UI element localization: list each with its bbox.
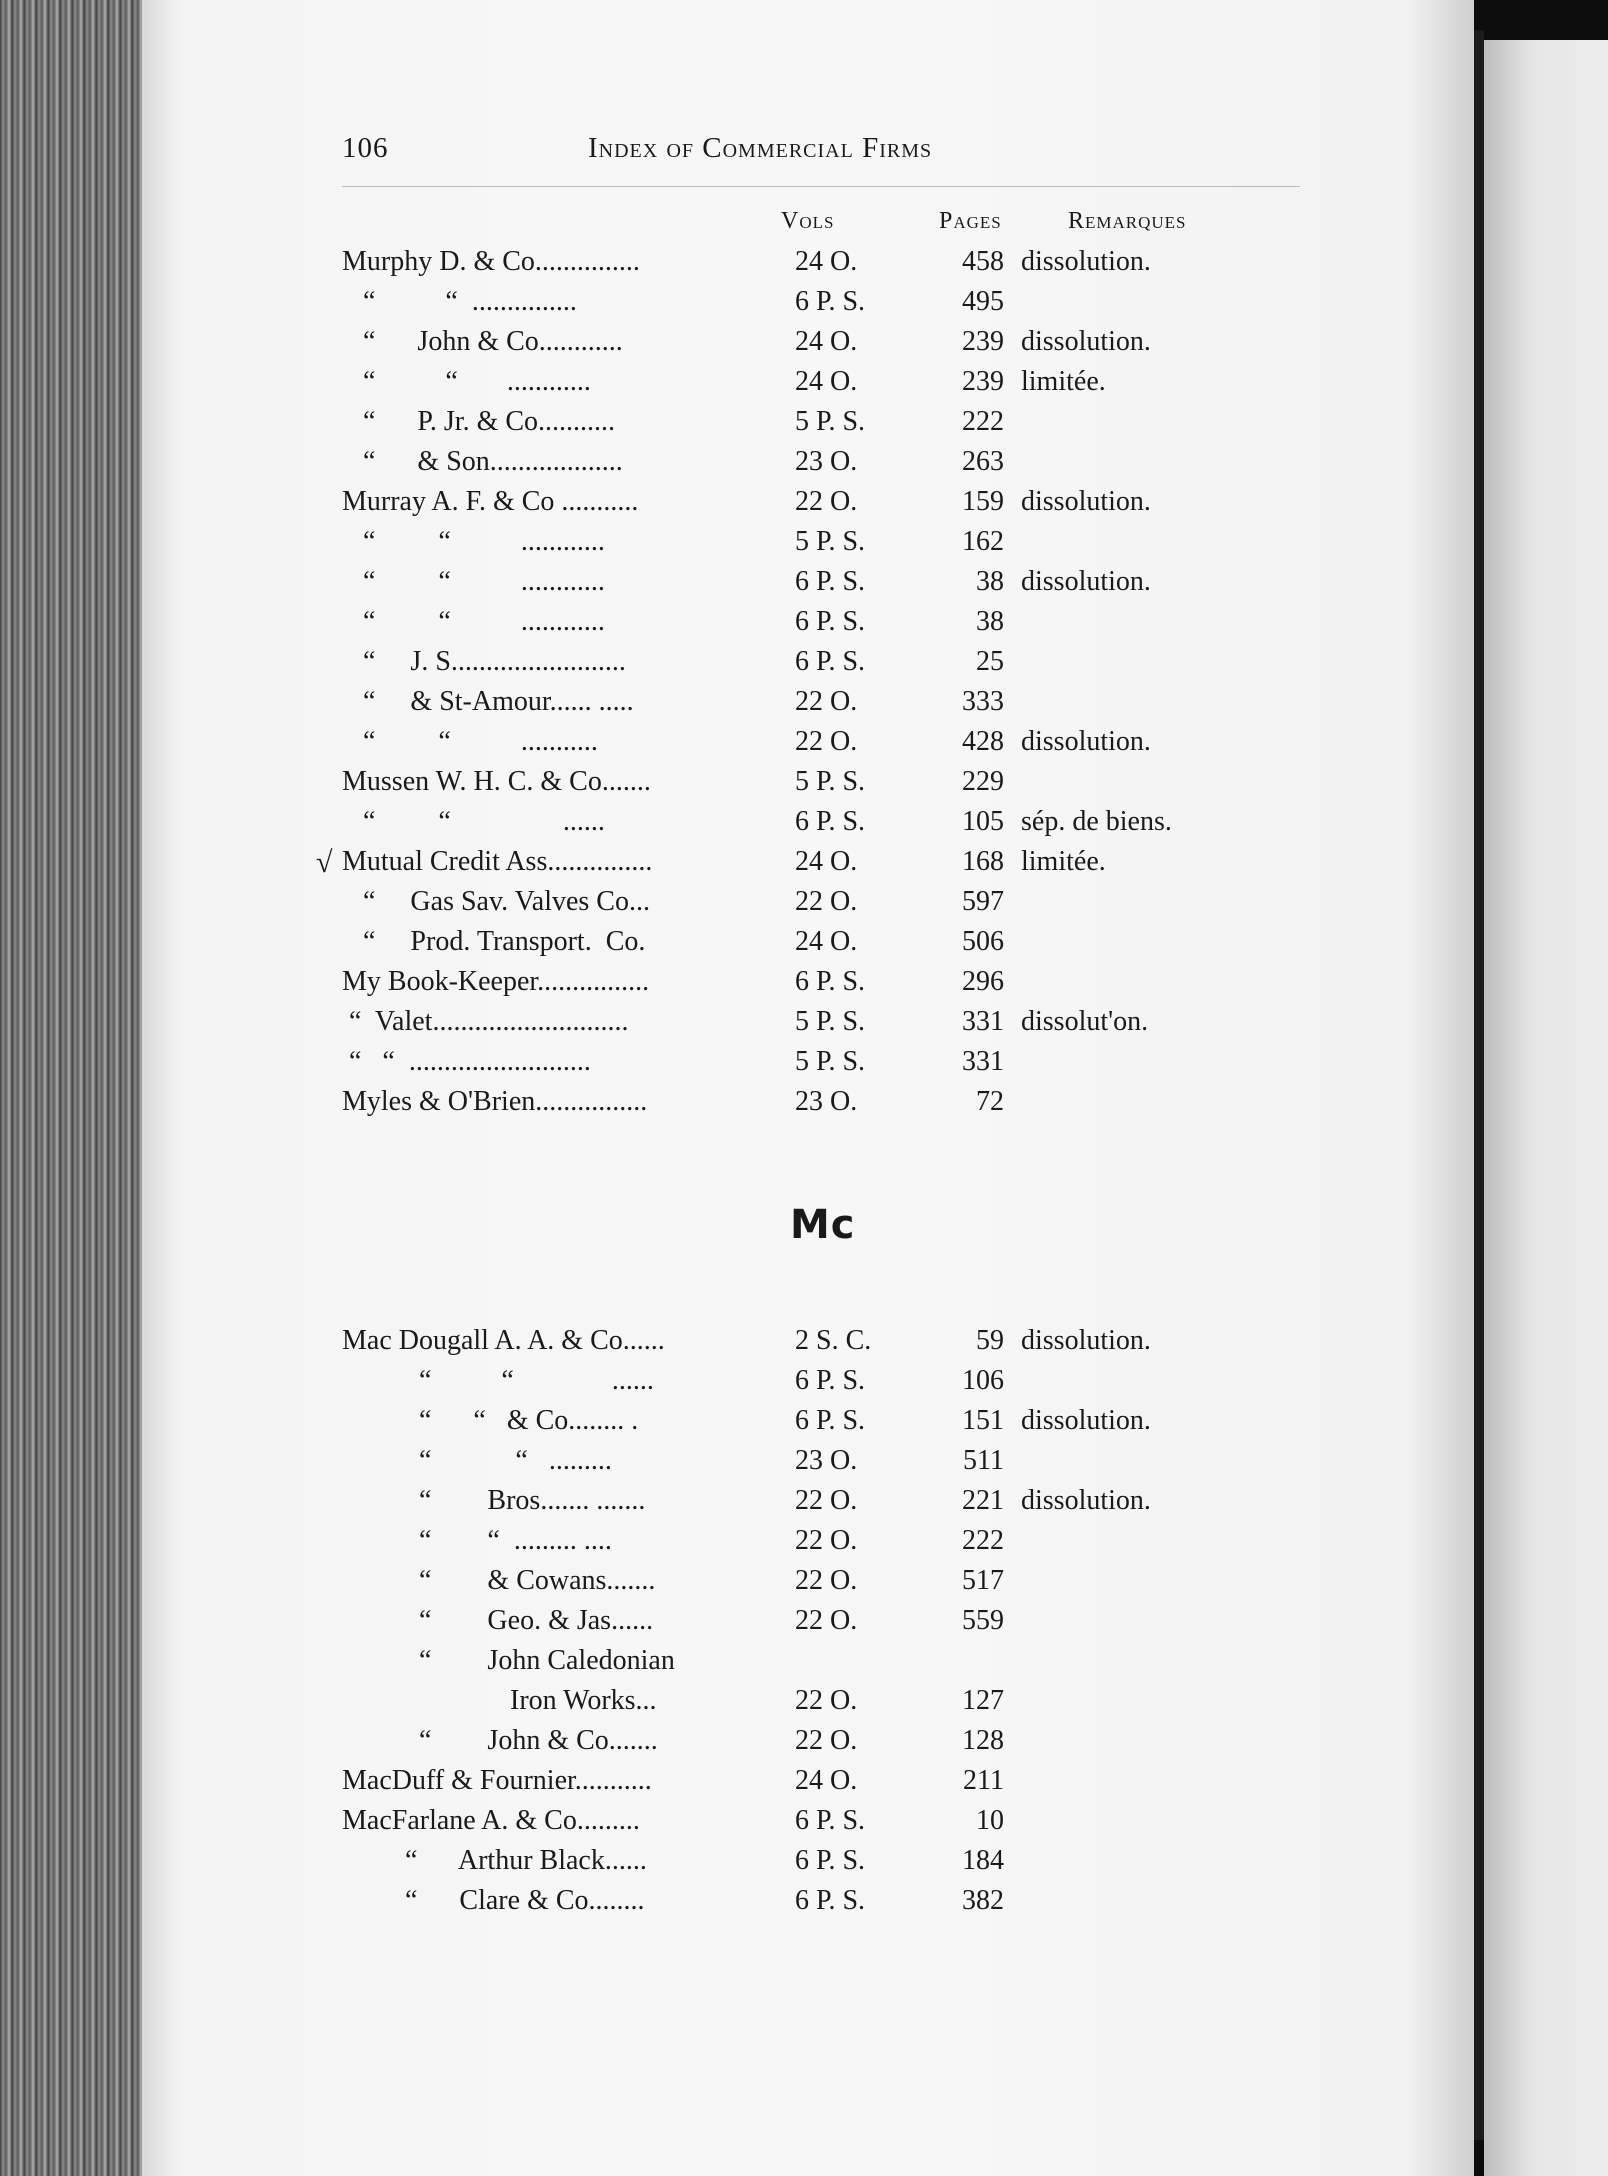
entry-remark: dissolution. <box>1021 566 1151 597</box>
entry-volume: 22 O. <box>795 1605 858 1636</box>
entry-page: 458 <box>962 246 1004 277</box>
entry-name: “ & St-Amour...... ..... <box>342 686 634 717</box>
page-title: Index of Commercial Firms <box>588 132 933 164</box>
entry-name: Iron Works... <box>342 1685 657 1716</box>
entry-volume: 6 P. S. <box>795 286 866 317</box>
index-entry <box>0 322 1608 362</box>
entry-page: 597 <box>962 886 1004 917</box>
entry-volume: 5 P. S. <box>795 526 866 557</box>
index-entry <box>0 1641 1608 1681</box>
entry-volume: 5 P. S. <box>795 766 866 797</box>
entry-volume: 23 O. <box>795 446 858 477</box>
entry-page: 331 <box>962 1046 1004 1077</box>
entry-name: “ John & Co............ <box>342 326 623 357</box>
index-entry <box>0 802 1608 842</box>
entry-volume: 5 P. S. <box>795 406 866 437</box>
entry-remark: dissolution. <box>1021 486 1151 517</box>
entry-remark: sép. de biens. <box>1021 806 1172 837</box>
entry-volume: 22 O. <box>795 886 858 917</box>
entry-page: 511 <box>963 1445 1004 1476</box>
entry-page: 222 <box>962 1525 1004 1556</box>
entry-page: 517 <box>962 1565 1004 1596</box>
entry-page: 428 <box>962 726 1004 757</box>
pages-header: Pages <box>939 208 1002 234</box>
entry-volume: 6 P. S. <box>795 606 866 637</box>
entry-page: 211 <box>963 1765 1004 1796</box>
entry-name: My Book-Keeper................ <box>342 966 650 997</box>
entry-name: “ “ ............... <box>342 286 577 317</box>
entry-volume: 22 O. <box>795 686 858 717</box>
entry-volume: 6 P. S. <box>795 646 866 677</box>
index-entry <box>0 1601 1608 1641</box>
entry-remark: dissolution. <box>1021 1325 1151 1356</box>
entry-remark: dissolution. <box>1021 726 1151 757</box>
entry-name: “ “ ......... .... <box>342 1525 612 1556</box>
entry-name: “ “ ........... <box>342 726 598 757</box>
entry-name: “ “ .......................... <box>342 1046 591 1077</box>
index-entry <box>0 1841 1608 1881</box>
entry-volume: 6 P. S. <box>795 1805 866 1836</box>
index-entry <box>0 1561 1608 1601</box>
entry-page: 168 <box>962 846 1004 877</box>
remarques-header: Remarques <box>1068 208 1187 234</box>
entry-name: “ “ & Co........ . <box>342 1405 639 1436</box>
index-entry <box>0 282 1608 322</box>
entry-page: 105 <box>962 806 1004 837</box>
entry-name: “ Geo. & Jas...... <box>342 1605 654 1636</box>
entry-name: “ “ ............ <box>342 566 605 597</box>
entry-name: “ Clare & Co........ <box>342 1885 645 1916</box>
entry-page: 239 <box>962 366 1004 397</box>
entry-name: “ Arthur Black...... <box>342 1845 647 1876</box>
entry-volume: 6 P. S. <box>795 806 866 837</box>
entry-remark: dissolution. <box>1021 246 1151 277</box>
entry-page: 559 <box>962 1605 1004 1636</box>
index-entry <box>0 762 1608 802</box>
index-entry <box>0 1681 1608 1721</box>
index-entry <box>0 1801 1608 1841</box>
index-entry <box>0 522 1608 562</box>
index-entry <box>0 1361 1608 1401</box>
entry-name: “ P. Jr. & Co........... <box>342 406 616 437</box>
entry-volume: 5 P. S. <box>795 1006 866 1037</box>
entry-name: Mutual Credit Ass............... <box>342 846 653 877</box>
index-entry <box>0 842 1608 882</box>
vols-header: Vols <box>781 208 835 234</box>
entry-page: 263 <box>962 446 1004 477</box>
entry-volume: 23 O. <box>795 1445 858 1476</box>
entry-remark: dissolut'on. <box>1021 1006 1149 1037</box>
index-entry <box>0 562 1608 602</box>
entry-page: 222 <box>962 406 1004 437</box>
entry-name: “ & Cowans....... <box>342 1565 656 1596</box>
entry-page: 495 <box>962 286 1004 317</box>
entry-volume: 6 P. S. <box>795 566 866 597</box>
entry-volume: 6 P. S. <box>795 1365 866 1396</box>
entry-name: “ “ ............ <box>342 526 605 557</box>
entry-name: “ “ ............ <box>342 606 605 637</box>
index-entry <box>0 642 1608 682</box>
section-heading-mc: Mc <box>790 1202 856 1248</box>
entry-name: “ “ ............ <box>342 366 591 397</box>
index-entry <box>0 722 1608 762</box>
entry-name: Myles & O'Brien................ <box>342 1086 648 1117</box>
entry-page: 128 <box>962 1725 1004 1756</box>
entry-volume: 22 O. <box>795 1685 858 1716</box>
index-entry <box>0 1321 1608 1361</box>
entry-name: Mac Dougall A. A. & Co...... <box>342 1325 665 1356</box>
entry-remark: dissolution. <box>1021 1405 1151 1436</box>
entry-name: “ Valet............................ <box>342 1006 629 1037</box>
entry-remark: limitée. <box>1021 366 1106 397</box>
entry-name: Murray A. F. & Co ........... <box>342 486 639 517</box>
entry-page: 127 <box>962 1685 1004 1716</box>
entry-page: 229 <box>962 766 1004 797</box>
entry-volume: 5 P. S. <box>795 1046 866 1077</box>
index-entry <box>0 682 1608 722</box>
index-entry <box>0 402 1608 442</box>
index-entry <box>0 482 1608 522</box>
index-entry <box>0 962 1608 1002</box>
running-head <box>342 132 1302 174</box>
entry-page: 106 <box>962 1365 1004 1396</box>
index-entry <box>0 1082 1608 1122</box>
entry-volume: 22 O. <box>795 1525 858 1556</box>
entry-volume: 6 P. S. <box>795 1885 866 1916</box>
index-entry <box>0 1481 1608 1521</box>
entry-volume: 24 O. <box>795 326 858 357</box>
page-number: 106 <box>342 132 389 164</box>
index-entry <box>0 922 1608 962</box>
entry-page: 151 <box>962 1405 1004 1436</box>
entry-volume: 24 O. <box>795 246 858 277</box>
entry-page: 506 <box>962 926 1004 957</box>
entry-page: 10 <box>976 1805 1004 1836</box>
entry-name: “ Gas Sav. Valves Co... <box>342 886 650 917</box>
entry-name: “ “ ...... <box>342 1365 654 1396</box>
entry-name: “ “ ......... <box>342 1445 612 1476</box>
entry-page: 221 <box>962 1485 1004 1516</box>
index-entry <box>0 442 1608 482</box>
index-entry <box>0 602 1608 642</box>
entry-page: 162 <box>962 526 1004 557</box>
column-headers <box>0 208 1608 244</box>
entry-name: “ John & Co....... <box>342 1725 658 1756</box>
entry-page: 159 <box>962 486 1004 517</box>
entry-page: 333 <box>962 686 1004 717</box>
entry-remark: dissolution. <box>1021 326 1151 357</box>
index-entry <box>0 242 1608 282</box>
index-entry <box>0 1761 1608 1801</box>
entry-volume: 2 S. C. <box>795 1325 872 1356</box>
index-entry <box>0 1401 1608 1441</box>
entry-page: 38 <box>976 566 1004 597</box>
index-entry <box>0 1042 1608 1082</box>
index-entry <box>0 1002 1608 1042</box>
entry-volume: 6 P. S. <box>795 966 866 997</box>
entry-name: Murphy D. & Co............... <box>342 246 640 277</box>
entry-volume: 22 O. <box>795 1725 858 1756</box>
entry-name: Mussen W. H. C. & Co....... <box>342 766 651 797</box>
entry-page: 72 <box>976 1086 1004 1117</box>
entry-remark: limitée. <box>1021 846 1106 877</box>
index-entry <box>0 1881 1608 1921</box>
entry-remark: dissolution. <box>1021 1485 1151 1516</box>
entry-volume: 24 O. <box>795 366 858 397</box>
entry-name: MacFarlane A. & Co......... <box>342 1805 640 1836</box>
entry-page: 38 <box>976 606 1004 637</box>
entry-volume: 23 O. <box>795 1086 858 1117</box>
entry-volume: 22 O. <box>795 1565 858 1596</box>
entry-page: 239 <box>962 326 1004 357</box>
entry-page: 184 <box>962 1845 1004 1876</box>
entry-volume: 24 O. <box>795 1765 858 1796</box>
entry-volume: 24 O. <box>795 846 858 877</box>
index-entry <box>0 882 1608 922</box>
entry-name: “ J. S......................... <box>342 646 626 677</box>
entry-name: “ Bros....... ....... <box>342 1485 646 1516</box>
entry-page: 382 <box>962 1885 1004 1916</box>
index-entry <box>0 1521 1608 1561</box>
entry-volume: 22 O. <box>795 1485 858 1516</box>
entry-volume: 6 P. S. <box>795 1405 866 1436</box>
entry-page: 331 <box>962 1006 1004 1037</box>
index-entry <box>0 1441 1608 1481</box>
entry-page: 25 <box>976 646 1004 677</box>
margin-check-mark: √ <box>316 846 333 879</box>
header-rule <box>342 186 1300 187</box>
entry-page: 296 <box>962 966 1004 997</box>
entry-volume: 24 O. <box>795 926 858 957</box>
index-entry <box>0 362 1608 402</box>
entry-name: “ Prod. Transport. Co. <box>342 926 646 957</box>
index-entry <box>0 1721 1608 1761</box>
entry-name: “ John Caledonian <box>342 1645 675 1676</box>
entry-volume: 6 P. S. <box>795 1845 866 1876</box>
entry-name: MacDuff & Fournier........... <box>342 1765 652 1796</box>
entry-name: “ & Son................... <box>342 446 623 477</box>
entry-volume: 22 O. <box>795 486 858 517</box>
entry-name: “ “ ...... <box>342 806 605 837</box>
entry-volume: 22 O. <box>795 726 858 757</box>
entry-page: 59 <box>976 1325 1004 1356</box>
